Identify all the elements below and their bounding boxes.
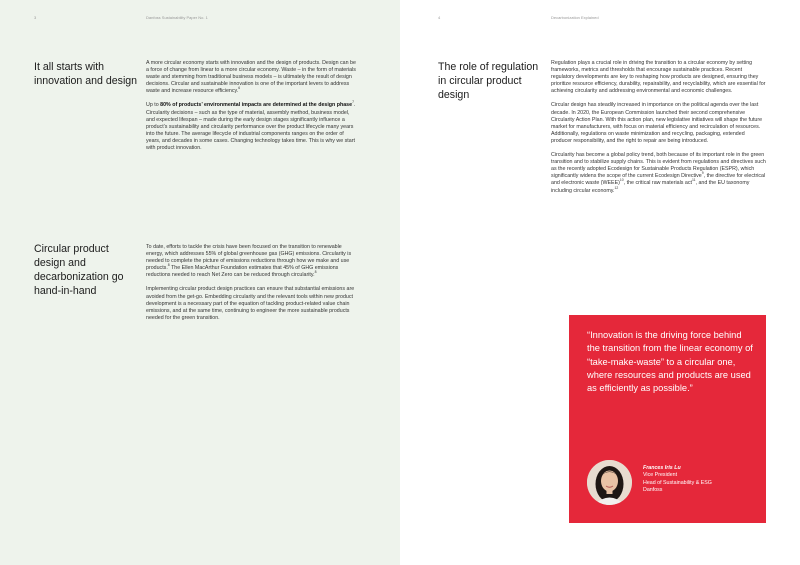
running-header: Danfoss Sustainability Paper No. 1	[146, 15, 208, 20]
author-name: Frances Iris Lu	[643, 465, 681, 471]
page-number: 3	[34, 15, 37, 20]
paragraph: Circular design has steadily increased in importance on the political agenda over the last decade. In 2020, the European Commission launched their second comprehensive Circularity Action Plan. With this action plan, new legislative initiatives will shape the future market for manufacturers, with focus on material efficiency and recirculation of resources. Additionally, regulations on waste minimization and recycling, packaging, extended producer responsibility, and the right to repair are being introduced.	[551, 102, 763, 144]
paragraph: Up to 80% of products’ environmental impacts are determined at the design phase$^7$. Circularity decisions – such as the type of material, assembly method, business model, and expected lifespan – made during the early design stages significantly influence a product’s sustainability and circularity performance over the product lifecycle many years into the future. The average lifecycle of industrial components ranges on the order of years, and decades in some cases. Changing technology takes time. This is why we start with product innovation.	[146, 100, 356, 152]
section-body	[146, 60, 358, 159]
paragraph: Implementing circular product design practices can ensure that substantial emissions are avoided from the get-go. Embedding circularity and the relevant tools within new product development is a necessary part of the equation of tackling product-related value chain emissions, and at the same time, continuing to engineer the more sustainable products needed for the green transition.	[146, 286, 355, 321]
pull-quote	[569, 315, 766, 523]
section-heading: Circular product design and decarbonization go hand-in-hand	[34, 243, 124, 297]
section-heading: It all starts with innovation and design	[34, 61, 138, 87]
running-header: Decarbonization Explained	[551, 15, 599, 20]
paragraph: A more circular economy starts with innovation and the design of products. Design can be a force of change from linear to a more circular economy. Waste – in the form of materials waste and stemming from traditional business models – is ultimately the result of design decisions. Circular and sustainable innovation is one of the important levers to address waste and increase resource efficiency.$^6$	[146, 60, 356, 95]
section-heading: The role of regulation in circular product design	[438, 61, 539, 101]
author-avatar	[587, 460, 632, 505]
section-body	[146, 244, 358, 329]
paragraph: Regulation plays a crucial role in driving the transition to a circular economy by setting frameworks, metrics and thresholds that encourage sustainable practices. Recent regulatory developments are key to reshaping how products are designed, ensuring they prioritize resource efficiency, durability, repairability, and recyclability, which are essential for achieving circularity and addressing environmental and economic challenges.	[551, 60, 766, 95]
author-title: Vice President	[643, 472, 678, 479]
quote-author	[643, 465, 712, 495]
section-body	[551, 60, 766, 202]
author-title: Head of Sustainability & ESG	[643, 479, 712, 486]
portrait-photo	[587, 460, 632, 505]
right-page	[400, 0, 800, 565]
paragraph: To date, efforts to tackle the crisis have been focused on the transition to renewable energy, which addresses 55% of global greenhouse gas (GHG) emissions. Circularity is needed to complete the picture of emissions reductions through how we make and use products.$^8$ The Ellen MacArthur Foundation estimates that 45% of GHG emissions reductions needed to reach Net Zero can be reduced through circularity.$^8$	[146, 244, 352, 279]
paragraph: Circularity has become a global policy trend, both because of its important role in the green transition and to stabilize supply chains. This is evident from regulations and directives such as the recently adopted Ecodesign for Sustainable Products Regulation (ESPR), which significantly widens the scope of the current Ecodesign Directive$^9$, the directive for electrical and electronic waste (WEEE)$^{10}$, the critical raw materials act$^{11}$, and the EU taxonomy including circular economy.$^{12}$	[551, 152, 766, 194]
quote-text: “Innovation is the driving force behind the transition from the linear economy of “take-make-waste” to a circular one, where resources and products are used as efficiently as possible.”	[587, 330, 753, 394]
page-number: 4	[438, 15, 441, 20]
author-company: Danfoss	[643, 487, 663, 494]
